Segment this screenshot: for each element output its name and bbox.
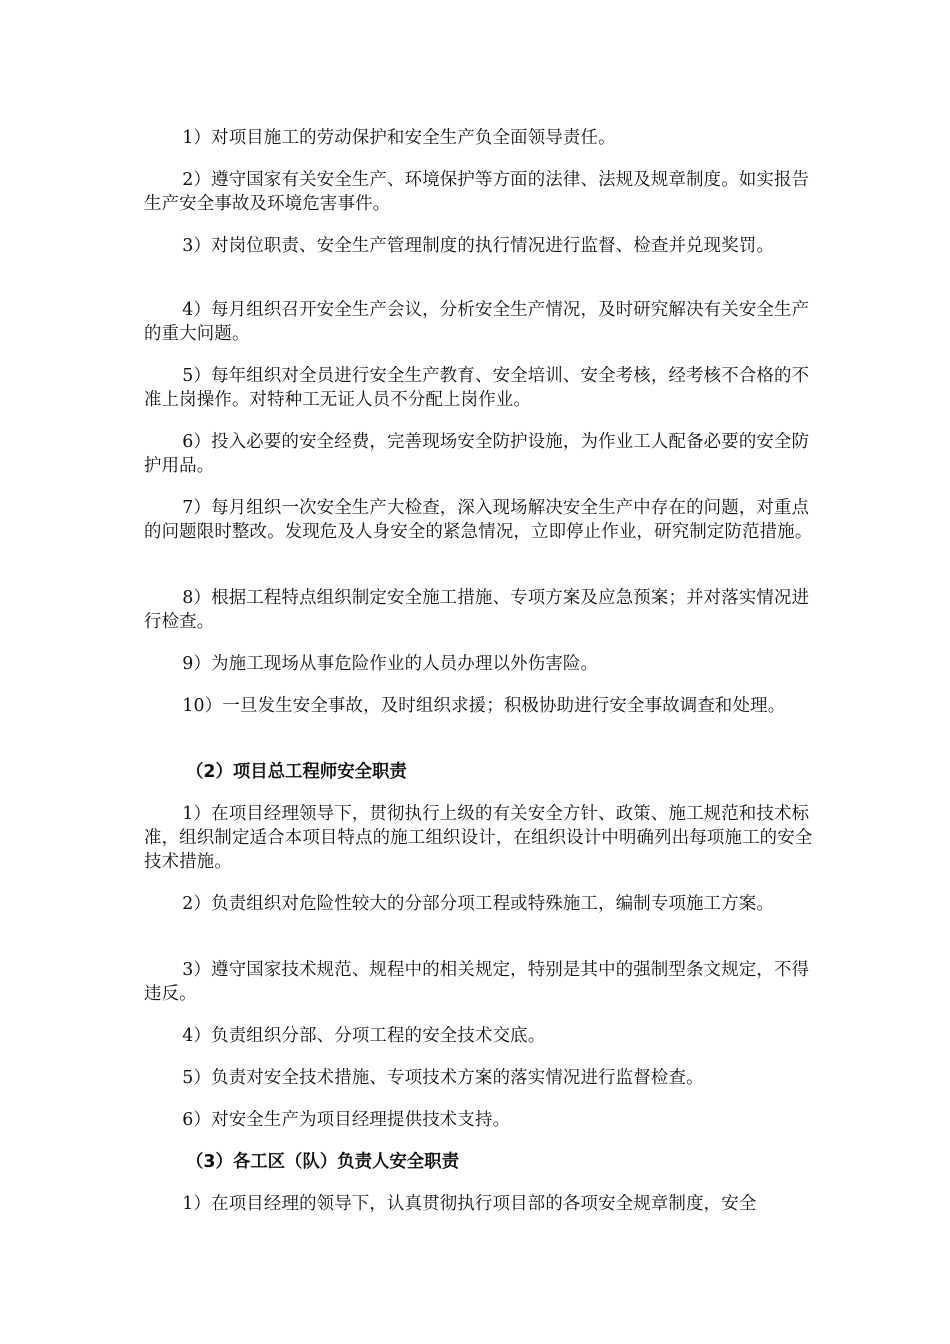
paragraph-1-10: 10）一旦发生安全事故，及时组织求援；积极协助进行安全事故调查和处理。 [182,696,786,716]
paragraph-2-4: 4）负责组织分部、分项工程的安全技术交底。 [182,1026,546,1046]
paragraph-2-2: 2）负责组织对危险性较大的分部分项工程或特殊施工，编制专项施工方案。 [182,894,775,914]
paragraph-2-5: 5）负责对安全技术措施、专项技术方案的落实情况进行监督检查。 [182,1068,704,1088]
paragraph-1-9: 9）为施工现场从事危险作业的人员办理以外伤害险。 [182,654,599,674]
paragraph-1-4: 4）每月组织召开安全生产会议，分析安全生产情况，及时研究解决有关安全生产的重大问题。 [144,300,810,344]
section-3-heading: （3）各工区（队）负责人安全职责 [186,1152,459,1172]
paragraph-2-6: 6）对安全生产为项目经理提供技术支持。 [182,1110,511,1130]
paragraph-2-1: 1）在项目经理领导下，贯彻执行上级的有关安全方针、政策、施工规范和技术标准，组织制定适合本项目特点的施工组织设计，在组织设计中明确列出每项施工的安全技术措施。 [144,804,813,872]
paragraph-1-8: 8）根据工程特点组织制定安全施工措施、专项方案及应急预案；并对落实情况进行检查。 [144,588,810,632]
paragraph-1-6: 6）投入必要的安全经费，完善现场安全防护设施，为作业工人配备必要的安全防护用品。 [144,432,810,476]
paragraph-2-3: 3）遵守国家技术规范、规程中的相关规定，特别是其中的强制型条文规定，不得违反。 [144,960,810,1004]
section-2-heading: （2）项目总工程师安全职责 [186,762,407,782]
paragraph-1-7: 7）每月组织一次安全生产大检查，深入现场解决安全生产中存在的问题，对重点的问题限时整改。发现危及人身安全的紧急情况，立即停止作业，研究制定防范措施。 [144,498,813,542]
paragraph-1-3: 3）对岗位职责、安全生产管理制度的执行情况进行监督、检查并兑现奖罚。 [182,236,775,256]
paragraph-1-5: 5）每年组织对全员进行安全生产教育、安全培训、安全考核，经考核不合格的不准上岗操作。对特种工无证人员不分配上岗作业。 [144,366,810,410]
paragraph-1-2: 2）遵守国家有关安全生产、环境保护等方面的法律、法规及规章制度。如实报告生产安全事故及环境危害事件。 [144,170,810,214]
paragraph-1-1: 1）对项目施工的劳动保护和安全生产负全面领导责任。 [182,128,616,148]
paragraph-3-1: 1）在项目经理的领导下，认真贯彻执行项目部的各项安全规章制度，安全 [182,1194,757,1214]
